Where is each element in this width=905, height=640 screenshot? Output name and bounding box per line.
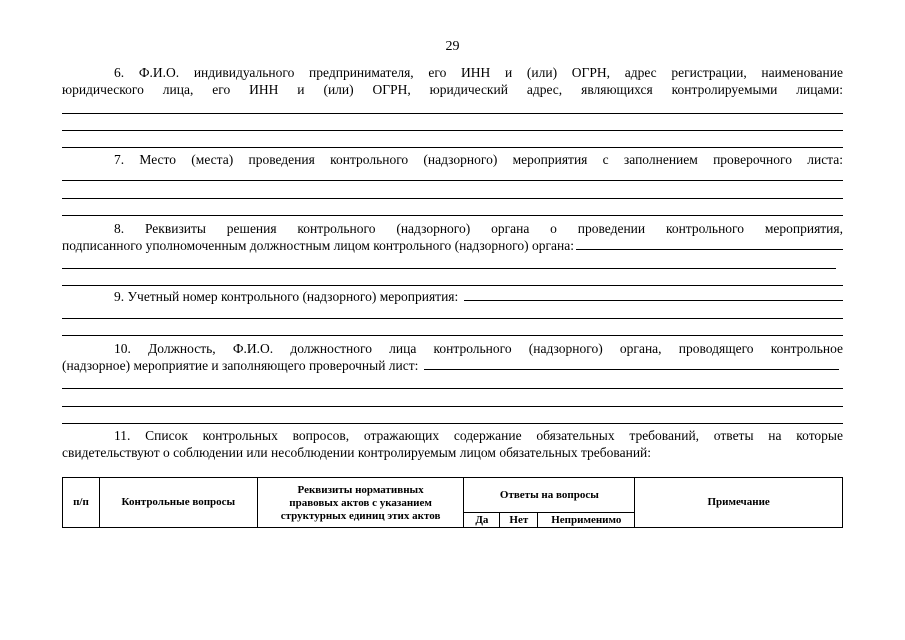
header-requisites-line-1: Реквизиты нормативных — [297, 484, 424, 496]
item-10-fill-line-3[interactable] — [62, 423, 843, 424]
item-6-line-2: юридического лица, его ИНН и (или) ОГРН, юридический адрес, являющихся контролируемыми лицами: — [62, 82, 843, 97]
header-questions: Контрольные вопросы — [99, 478, 257, 528]
header-requisites-line-2: правовых актов с указанием — [289, 497, 432, 509]
item-7-fill-line-2[interactable] — [62, 198, 843, 199]
item-8-fill-line-1[interactable] — [62, 268, 836, 269]
item-6-fill-line-3[interactable] — [62, 147, 843, 148]
item-6-text — [62, 64, 843, 98]
item-10-fill-line-1[interactable] — [62, 388, 843, 389]
item-7-fill-line-1[interactable] — [62, 180, 843, 181]
item-9-inline-fill[interactable] — [464, 290, 843, 301]
header-requisites-line-3: структурных единиц этих актов — [280, 510, 441, 522]
header-answer-na: Неприменимо — [538, 513, 635, 528]
item-10-line-2: (надзорное) мероприятие и заполняющего проверочный лист: — [62, 358, 419, 373]
item-9-fill-line-1[interactable] — [62, 318, 843, 319]
header-note: Примечание — [635, 478, 843, 528]
header-number: п/п — [63, 478, 100, 528]
item-9-line-1-row — [62, 288, 843, 305]
item-9-fill-line-2[interactable] — [62, 335, 843, 336]
header-answer-yes: Да — [464, 513, 500, 528]
item-8-line-2-row — [62, 237, 843, 254]
checklist-table — [62, 477, 843, 528]
item-9-line-1: 9. Учетный номер контрольного (надзорного) мероприятия: — [114, 289, 459, 304]
item-10-fill-line-2[interactable] — [62, 406, 843, 407]
header-answer-no: Нет — [500, 513, 538, 528]
header-answers: Ответы на вопросы — [464, 478, 635, 513]
item-7-fill-line-3[interactable] — [62, 215, 843, 216]
item-6-fill-line-1[interactable] — [62, 113, 843, 114]
item-7-text — [62, 151, 843, 168]
item-10-inline-fill[interactable] — [424, 359, 839, 370]
item-10-text — [62, 340, 843, 374]
item-10-line-1: 10. Должность, Ф.И.О. должностного лица контрольного (надзорного) органа, проводящего контрольное — [114, 341, 843, 356]
table-header-row-1 — [63, 478, 843, 513]
item-6-fill-line-2[interactable] — [62, 130, 843, 131]
item-10-line-2-row — [62, 357, 843, 374]
item-8-fill-line-2[interactable] — [62, 285, 843, 286]
page-number: 29 — [445, 39, 460, 54]
item-8-text — [62, 220, 843, 254]
item-7-line-1: 7. Место (места) проведения контрольного (надзорного) мероприятия с заполнением проверочного листа: — [114, 152, 843, 167]
item-11-line-1: 11. Список контрольных вопросов, отражающих содержание обязательных требований, ответы на которые — [114, 428, 843, 443]
item-11-line-2: свидетельствуют о соблюдении или несоблюдении контролируемым лицом обязательных требований: — [62, 445, 652, 460]
item-8-inline-fill[interactable] — [576, 239, 843, 250]
item-9-text — [62, 288, 843, 305]
item-8-line-1: 8. Реквизиты решения контрольного (надзорного) органа о проведении контрольного мероприятия, — [114, 221, 843, 236]
header-requisites — [257, 478, 464, 528]
item-8-line-2: подписанного уполномоченным должностным лицом контрольного (надзорного) органа: — [62, 238, 574, 253]
item-11-text — [62, 427, 843, 461]
item-6-line-1: 6. Ф.И.О. индивидуального предпринимателя, его ИНН и (или) ОГРН, адрес регистрации, наименование — [114, 65, 843, 80]
